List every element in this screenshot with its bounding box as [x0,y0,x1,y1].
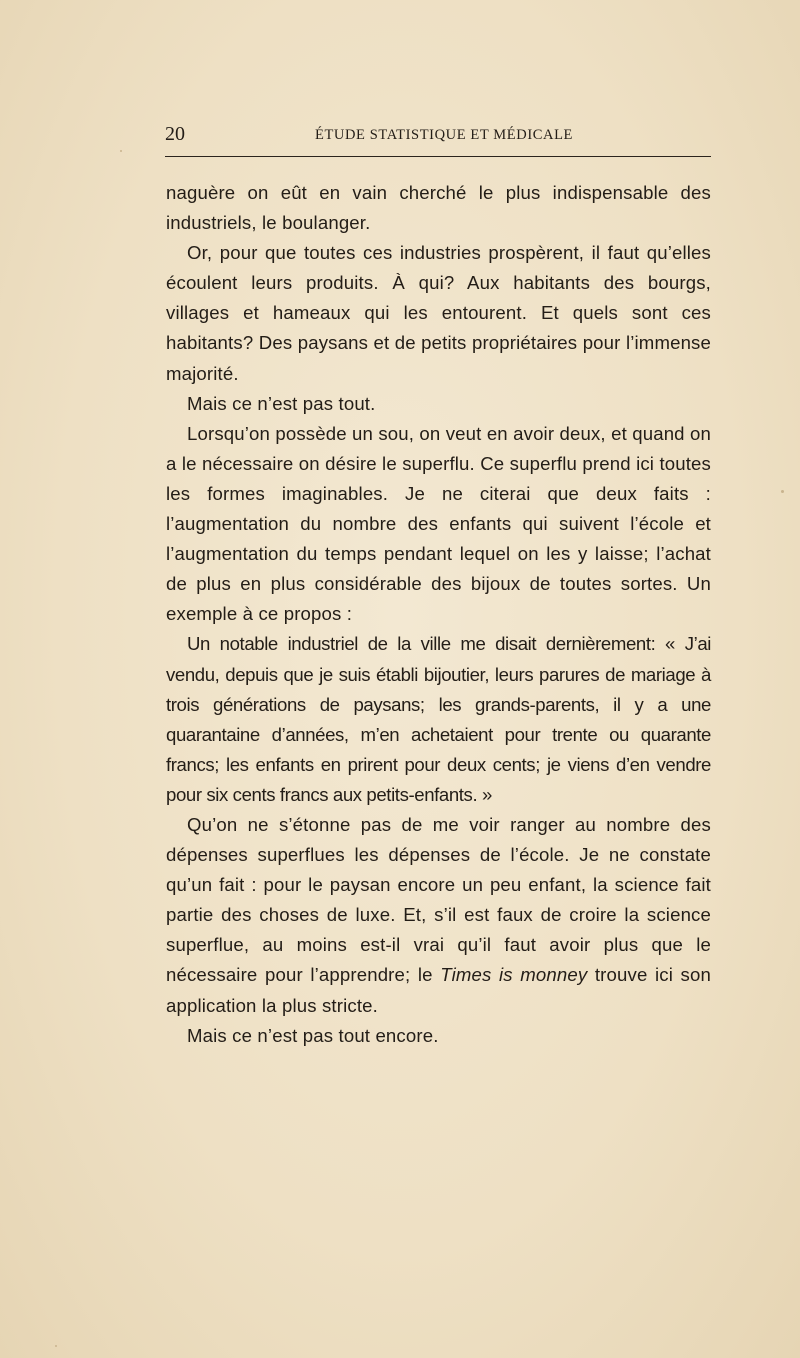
paragraph: naguère on eût en vain cherché le plus indispensable des industriels, le boulanger. [166,182,711,234]
paragraph [166,810,711,1021]
paragraph: Lorsqu’on possède un sou, on veut en avoir deux, et quand on a le nécessaire on désire le superflu. Ce superflu prend ici toutes les formes imaginables. Je ne citerai que deux faits : l’augmentation du nombre des enfants qui suivent l’école et l’augmentation du temps pendant lequel on les y laisse; l’achat de plus en plus considérable des bijoux de toutes sortes. Un exemple à ce propos : [166,422,711,625]
paragraph: Un notable industriel de la ville me disait dernièrement: « J’ai vendu, depuis que je suis établi bijoutier, leurs parures de mariage à trois générations de paysans; les grands-parents, il y a une quarantaine d’années, m’en achetaient pour trente ou quarante francs; les enfants en prirent pour deux cents; je viens d’en vendre pour six cents francs aux petits-enfants. » [166,633,711,805]
paragraph: Mais ce n’est pas tout encore. [187,1024,439,1046]
page-number: 20 [165,123,185,145]
running-head-title: ÉTUDE STATISTIQUE ET MÉDICALE [315,127,574,143]
body-text [166,178,711,1051]
paragraph: Mais ce n’est pas tout. [187,392,376,414]
paragraph-text: Qu’on ne s’étonne pas de me voir ranger au nombre des dépenses superflues les dépenses de l’école. Je ne constate qu’un fait : pour le paysan encore un peu enfant, la science fait partie des choses de luxe. Et, s’il est faux de croire la science superflue, au moins est-il vrai qu’il faut avoir plus que le nécessaire pour l’apprendre; le [166,813,711,986]
paper-speck [781,490,784,493]
paper-speck [55,1345,57,1347]
running-head [165,122,711,146]
italic-phrase: Times is monney [440,964,588,986]
header-rule [165,156,711,157]
paragraph-text: trouve ici son application la plus stricte. [166,964,711,1016]
paper-speck [120,150,122,152]
paragraph: Or, pour que toutes ces industries prospèrent, il faut qu’elles écoulent leurs produits. À qui? Aux habitants des bourgs, villages et hameaux qui les entourent. Et quels sont ces habitants? Des paysans et de petits propriétaires pour l’immense majorité. [166,242,711,384]
